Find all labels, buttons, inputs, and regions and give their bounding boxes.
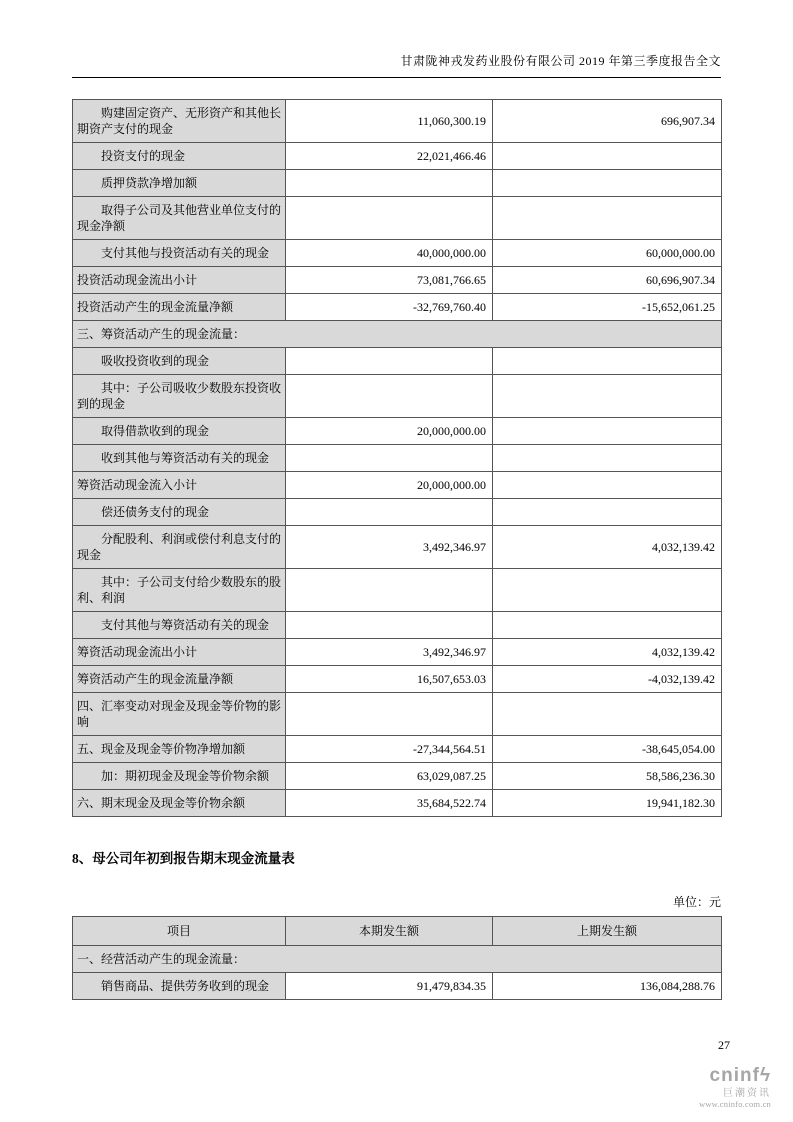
current-period-value: 91,479,834.35 xyxy=(286,973,493,1000)
row-label: 六、期末现金及现金等价物余额 xyxy=(73,790,286,817)
parent-company-cash-flow-table xyxy=(72,916,722,1000)
current-period-value: -32,769,760.40 xyxy=(286,294,493,321)
row-label: 投资活动现金流出小计 xyxy=(73,267,286,294)
row-label: 其中：子公司支付给少数股东的股利、利润 xyxy=(73,569,286,612)
row-label: 投资活动产生的现金流量净额 xyxy=(73,294,286,321)
row-label: 筹资活动现金流出小计 xyxy=(73,639,286,666)
table-row xyxy=(73,321,722,348)
prior-period-value: 19,941,182.30 xyxy=(493,790,722,817)
section-8-heading: 8、母公司年初到报告期末现金流量表 xyxy=(72,851,295,866)
row-label: 取得借款收到的现金 xyxy=(73,418,286,445)
row-label: 支付其他与投资活动有关的现金 xyxy=(73,240,286,267)
current-period-value xyxy=(286,445,493,472)
prior-period-value xyxy=(493,612,722,639)
table-row xyxy=(73,197,722,240)
row-label: 质押贷款净增加额 xyxy=(73,170,286,197)
table-row xyxy=(73,973,722,1000)
current-period-value: 3,492,346.97 xyxy=(286,526,493,569)
section-row-label: 一、经营活动产生的现金流量： xyxy=(73,946,722,973)
row-label: 收到其他与筹资活动有关的现金 xyxy=(73,445,286,472)
prior-period-value xyxy=(493,693,722,736)
prior-period-value: -4,032,139.42 xyxy=(493,666,722,693)
prior-period-value: 4,032,139.42 xyxy=(493,526,722,569)
row-label: 加：期初现金及现金等价物余额 xyxy=(73,763,286,790)
table-row xyxy=(73,100,722,143)
page-number: 27 xyxy=(718,1038,730,1052)
row-label: 投资支付的现金 xyxy=(73,143,286,170)
cninfo-chinese-name: 巨潮资讯 xyxy=(723,1087,771,1099)
prior-period-value: -38,645,054.00 xyxy=(493,736,722,763)
prior-period-value xyxy=(493,348,722,375)
current-period-value: 40,000,000.00 xyxy=(286,240,493,267)
table-row xyxy=(73,472,722,499)
cninfo-logo xyxy=(699,1066,771,1109)
current-period-value xyxy=(286,499,493,526)
row-label: 偿还债务支付的现金 xyxy=(73,499,286,526)
section-row-label: 三、筹资活动产生的现金流量： xyxy=(73,321,722,348)
table-row xyxy=(73,143,722,170)
prior-period-value: -15,652,061.25 xyxy=(493,294,722,321)
cninfo-logo-wordmark xyxy=(699,1066,771,1087)
row-label: 分配股利、利润或偿付利息支付的现金 xyxy=(73,526,286,569)
current-period-value: 35,684,522.74 xyxy=(286,790,493,817)
current-period-value xyxy=(286,170,493,197)
prior-period-value: 4,032,139.42 xyxy=(493,639,722,666)
row-label: 筹资活动现金流入小计 xyxy=(73,472,286,499)
table-row xyxy=(73,693,722,736)
table-row xyxy=(73,569,722,612)
table-row xyxy=(73,445,722,472)
current-period-value xyxy=(286,375,493,418)
prior-period-value: 58,586,236.30 xyxy=(493,763,722,790)
row-label: 支付其他与筹资活动有关的现金 xyxy=(73,612,286,639)
prior-period-value xyxy=(493,143,722,170)
cash-flow-table xyxy=(72,99,722,817)
table-row xyxy=(73,736,722,763)
current-period-value: 73,081,766.65 xyxy=(286,267,493,294)
table-row xyxy=(73,499,722,526)
row-label: 四、汇率变动对现金及现金等价物的影响 xyxy=(73,693,286,736)
table-row xyxy=(73,348,722,375)
row-label: 其中：子公司吸收少数股东投资收到的现金 xyxy=(73,375,286,418)
column-header-current-period: 本期发生额 xyxy=(286,917,493,946)
current-period-value xyxy=(286,348,493,375)
prior-period-value: 696,907.34 xyxy=(493,100,722,143)
prior-period-value: 136,084,288.76 xyxy=(493,973,722,1000)
current-period-value: 20,000,000.00 xyxy=(286,418,493,445)
table-row xyxy=(73,666,722,693)
row-label: 吸收投资收到的现金 xyxy=(73,348,286,375)
table-row xyxy=(73,946,722,973)
table-row xyxy=(73,170,722,197)
document-header-title: 甘肃陇神戎发药业股份有限公司 2019 年第三季度报告全文 xyxy=(72,52,721,78)
cninfo-lightning-icon: ϟ xyxy=(759,1065,771,1086)
row-label: 五、现金及现金等价物净增加额 xyxy=(73,736,286,763)
prior-period-value xyxy=(493,569,722,612)
current-period-value xyxy=(286,693,493,736)
prior-period-value xyxy=(493,197,722,240)
current-period-value: 16,507,653.03 xyxy=(286,666,493,693)
table-row xyxy=(73,639,722,666)
table-row xyxy=(73,294,722,321)
table-row xyxy=(73,267,722,294)
prior-period-value: 60,000,000.00 xyxy=(493,240,722,267)
table-row xyxy=(73,418,722,445)
cninfo-website-url: www.cninfo.com.cn xyxy=(698,1098,771,1109)
prior-period-value xyxy=(493,445,722,472)
current-period-value: 3,492,346.97 xyxy=(286,639,493,666)
current-period-value xyxy=(286,197,493,240)
current-period-value: 20,000,000.00 xyxy=(286,472,493,499)
column-header-item: 项目 xyxy=(73,917,286,946)
current-period-value: 11,060,300.19 xyxy=(286,100,493,143)
table-row xyxy=(73,790,722,817)
row-label: 取得子公司及其他营业单位支付的现金净额 xyxy=(73,197,286,240)
current-period-value xyxy=(286,612,493,639)
prior-period-value xyxy=(493,499,722,526)
column-header-prior-period: 上期发生额 xyxy=(493,917,722,946)
current-period-value: 63,029,087.25 xyxy=(286,763,493,790)
prior-period-value xyxy=(493,418,722,445)
cninfo-brand-text: cninf xyxy=(709,1065,760,1086)
table-row xyxy=(73,612,722,639)
table-row xyxy=(73,763,722,790)
row-label: 购建固定资产、无形资产和其他长期资产支付的现金 xyxy=(73,100,286,143)
table-row xyxy=(73,526,722,569)
prior-period-value xyxy=(493,472,722,499)
row-label: 筹资活动产生的现金流量净额 xyxy=(73,666,286,693)
prior-period-value: 60,696,907.34 xyxy=(493,267,722,294)
prior-period-value xyxy=(493,375,722,418)
table-header-row xyxy=(73,917,722,946)
table-row xyxy=(73,240,722,267)
current-period-value: 22,021,466.46 xyxy=(286,143,493,170)
current-period-value xyxy=(286,569,493,612)
unit-label: 单位：元 xyxy=(672,895,721,909)
prior-period-value xyxy=(493,170,722,197)
current-period-value: -27,344,564.51 xyxy=(286,736,493,763)
row-label: 销售商品、提供劳务收到的现金 xyxy=(73,973,286,1000)
table-row xyxy=(73,375,722,418)
